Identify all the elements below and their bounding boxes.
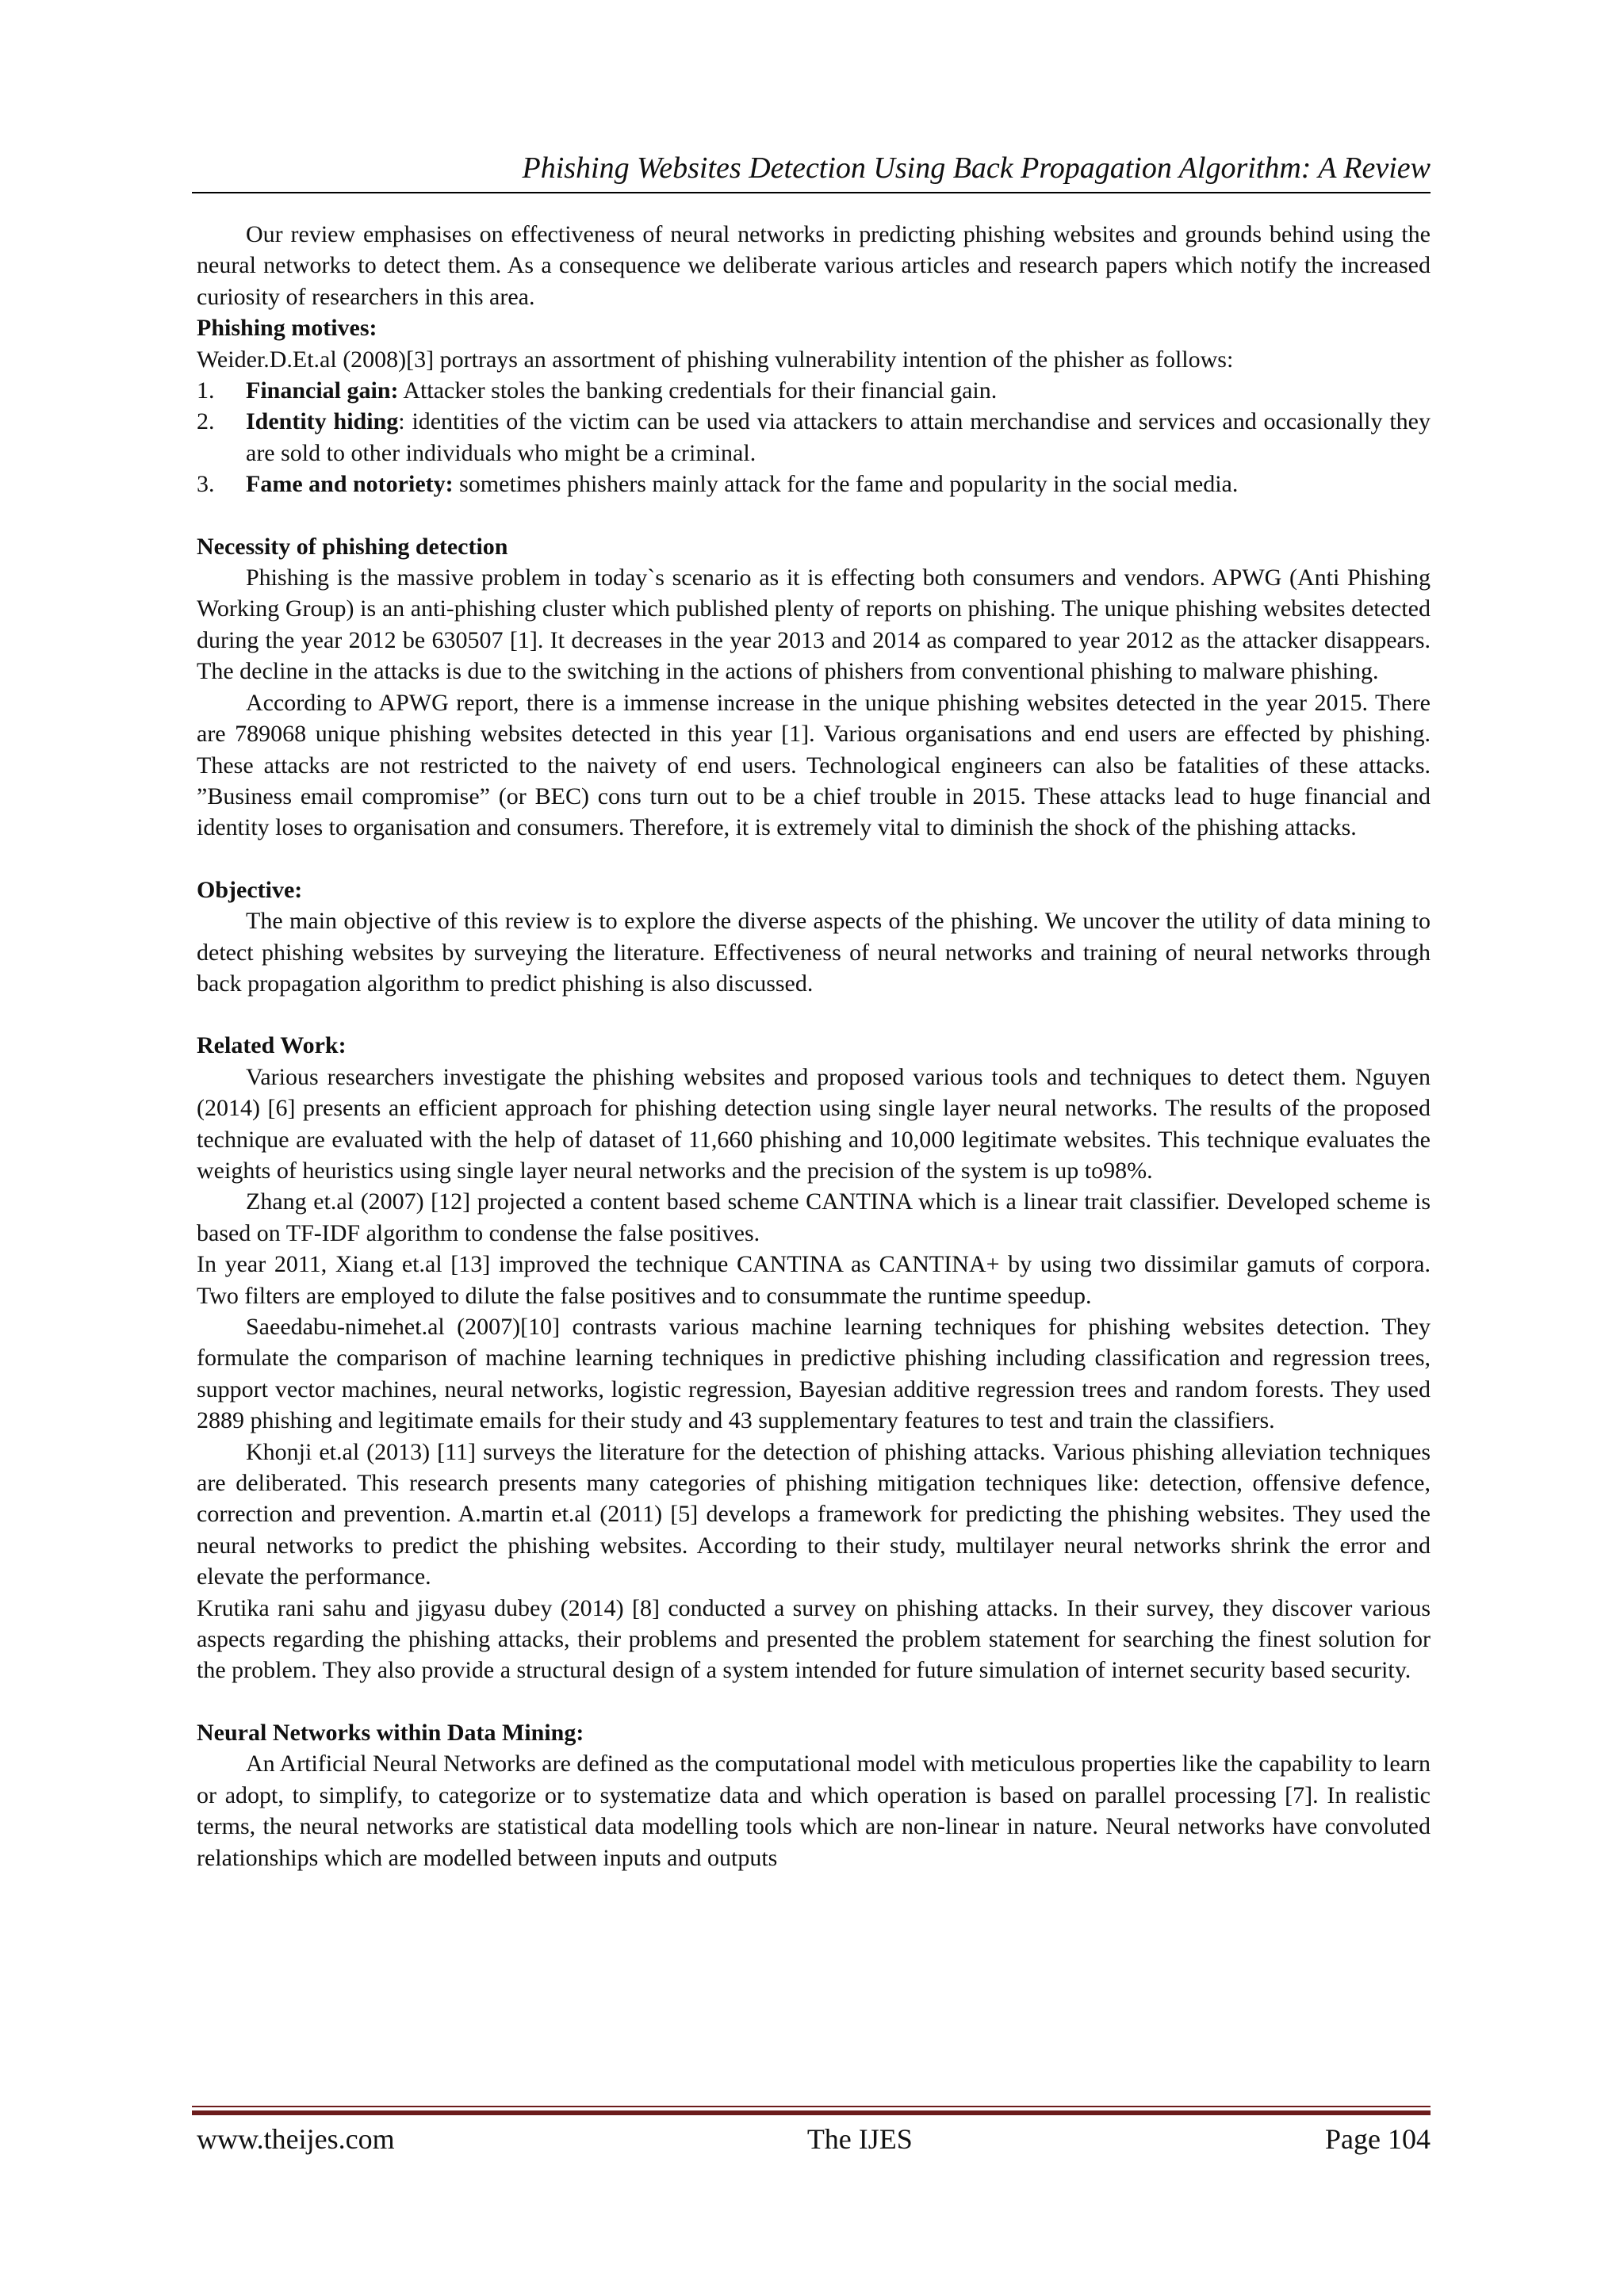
intro-paragraph: Our review emphasises on effectiveness of neural networks in predicting phishing websites and grounds behind using the neural networks to detect them. As a consequence we deliberate various articles and research papers which notify the increased curiosity of researchers in this area. — [197, 221, 1431, 310]
neural-paragraph: An Artificial Neural Networks are defined as the computational model with meticulous properties like the capability to learn or adopt, to simplify, to categorize or to systematize data and which operation is based on parallel processing [7]. In realistic terms, the neural networks are statistical data modelling tools which are non-linear in nature. Neural networks have convoluted relationships which are modelled between inputs and outputs — [197, 1751, 1431, 1871]
header-rule — [192, 192, 1431, 193]
necessity-heading: Necessity of phishing detection — [197, 533, 508, 560]
related-paragraph-6: Krutika rani sahu and jigyasu dubey (2014) [8] conducted a survey on phishing attacks. In their survey, they discover various aspects regarding the phishing attacks, their problems and presented the problem statement for searching the finest solution for the problem. They also provide a structural design of a system intended for future simulation of internet security based security. — [197, 1594, 1431, 1684]
motives-lead: Weider.D.Et.al (2008)[3] portrays an assortment of phishing vulnerability intention of the phisher as follows: — [197, 346, 1234, 373]
related-paragraph-2: Zhang et.al (2007) [12] projected a content based scheme CANTINA which is a linear trait classifier. Developed scheme is based on TF-IDF algorithm to condense the false positives. — [197, 1188, 1431, 1246]
motives-heading: Phishing motives: — [197, 315, 377, 342]
list-item — [197, 406, 1431, 469]
motives-list — [197, 375, 1431, 500]
list-item — [197, 375, 1431, 406]
list-term: Fame and notoriety: — [246, 471, 454, 498]
related-paragraph-5: Khonji et.al (2013) [11] surveys the literature for the detection of phishing attacks. Various phishing alleviation techniques are deliberated. This research presents many categories of phishing mitigation techniques like: detection, offensive defence, correction and prevention. A.martin et.al (2011) [5] develops a framework for predicting the phishing websites. They used the neural networks to predict the phishing websites. According to their study, multilayer neural networks shrink the error and elevate the performance. — [197, 1438, 1431, 1590]
footer-page-number: Page 104 — [1325, 2123, 1431, 2155]
footer-website: www.theijes.com — [197, 2123, 395, 2155]
running-header: Phishing Websites Detection Using Back Propagation Algorithm: A Review — [522, 151, 1431, 185]
list-number: 2. — [197, 408, 215, 435]
list-term: Financial gain: — [246, 377, 399, 404]
related-paragraph-4: Saeedabu-nimehet.al (2007)[10] contrasts various machine learning techniques for phishing websites detection. They formulate the comparison of machine learning techniques in predictive phishing including classification and regression trees, support vector machines, neural networks, logistic regression, Bayesian additive regression trees and random forests. They used 2889 phishing and legitimate emails for their study and 43 supplementary features to test and train the classifiers. — [197, 1314, 1431, 1434]
list-text: : identities of the victim can be used via attackers to attain merchandise and services and occasionally they are sold to other individuals who might be a criminal. — [246, 408, 1431, 466]
neural-heading: Neural Networks within Data Mining: — [197, 1719, 584, 1746]
related-heading: Related Work: — [197, 1032, 347, 1059]
section-gap — [197, 500, 1431, 531]
list-number: 1. — [197, 377, 215, 404]
list-text: Attacker stoles the banking credentials for their financial gain. — [398, 377, 998, 404]
page-footer — [197, 2122, 1431, 2156]
objective-paragraph: The main objective of this review is to explore the diverse aspects of the phishing. We uncover the utility of data mining to detect phishing websites by surveying the literature. Effectiveness of neural networks and training of neural networks through back propagation algorithm to predict phishing is also discussed. — [197, 908, 1431, 997]
list-item — [197, 469, 1431, 499]
related-paragraph-3: In year 2011, Xiang et.al [13] improved the technique CANTINA as CANTINA+ by using two dissimilar gamuts of corpora. Two filters are employed to dilute the false positives and to consummate the runtime speedup. — [197, 1251, 1431, 1309]
list-number: 3. — [197, 471, 215, 498]
list-term: Identity hiding — [246, 408, 399, 435]
footer-rule-thin — [192, 2106, 1431, 2107]
footer-journal: The IJES — [806, 2123, 913, 2155]
necessity-paragraph-1: Phishing is the massive problem in today`s scenario as it is effecting both consumers and vendors. APWG (Anti Phishing Working Group) is an anti-phishing cluster which published plenty of reports on phishing. The unique phishing websites detected during the year 2012 be 630507 [1]. It decreases in the year 2013 and 2014 as compared to year 2012 as the attacker disappears. The decline in the attacks is due to the switching in the actions of phishers from conventional phishing to malware phishing. — [197, 564, 1431, 685]
necessity-paragraph-2: According to APWG report, there is a immense increase in the unique phishing websites detected in the year 2015. There are 789068 unique phishing websites detected in this year [1]. Various organisations and end users are effected by phishing. These attacks are not restricted to the naivety of end users. Technological engineers can also be fatalities of these attacks. ”Business email compromise” (or BEC) cons turn out to be a chief trouble in 2015. These attacks lead to huge financial and identity loses to organisation and consumers. Therefore, it is extremely vital to diminish the shock of the phishing attacks. — [197, 689, 1431, 841]
section-gap — [197, 1686, 1431, 1717]
footer-rule-thick — [192, 2110, 1431, 2115]
list-text: sometimes phishers mainly attack for the fame and popularity in the social media. — [453, 471, 1239, 498]
section-gap — [197, 844, 1431, 874]
related-paragraph-1: Various researchers investigate the phishing websites and proposed various tools and techniques to detect them. Nguyen (2014) [6] presents an efficient approach for phishing detection using single layer neural networks. The results of the proposed technique are evaluated with the help of dataset of 11,660 phishing and 10,000 legitimate websites. This technique evaluates the weights of heuristics using single layer neural networks and the precision of the system is up to98%. — [197, 1063, 1431, 1184]
objective-heading: Objective: — [197, 876, 303, 903]
section-gap — [197, 999, 1431, 1030]
body-text — [197, 219, 1431, 1873]
